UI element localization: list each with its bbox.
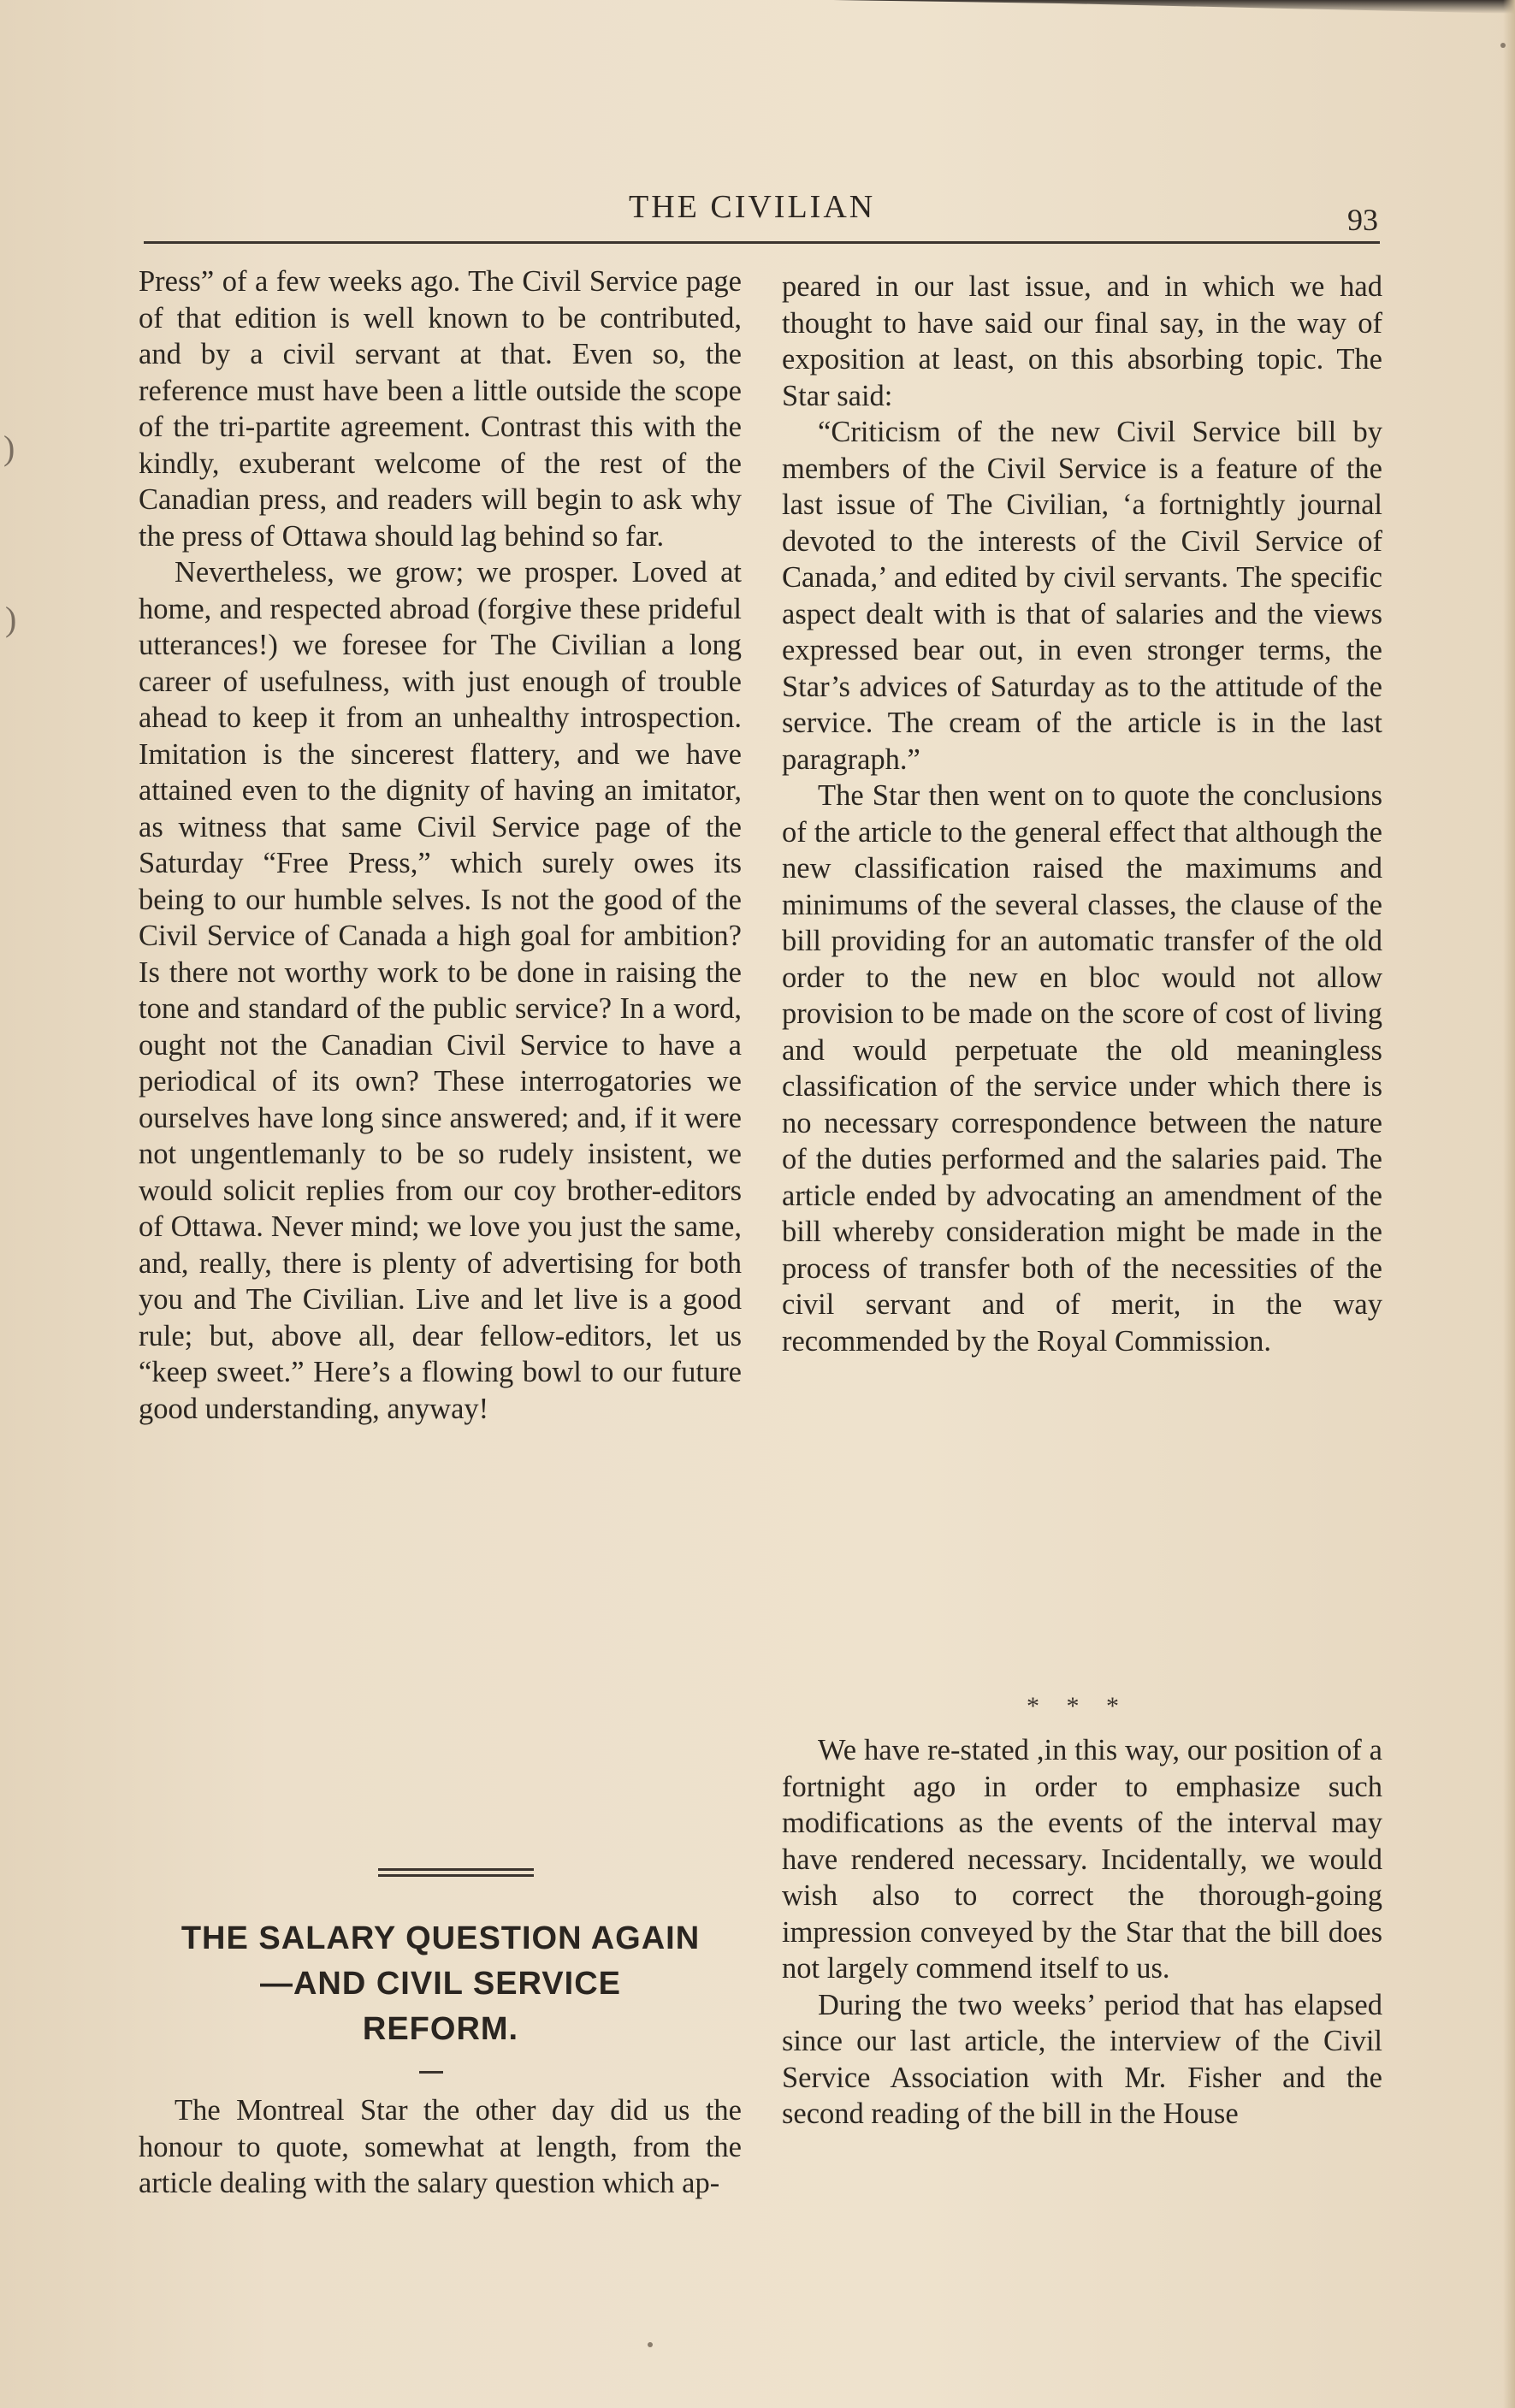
page-edge [1503, 0, 1515, 2408]
separator: * * * [1027, 1692, 1129, 1720]
margin-mark: ) [5, 600, 17, 638]
right-column [782, 269, 1382, 1359]
paragraph: Press” of a few weeks ago. The Civil Service page of that edition is well known to be contributed, and by a civil servant at that. Even so, the reference must have been a little outside the scope of the tri-partite agreement. Contrast this with the kindly, exuberant welcome of the rest of the Canadian press, and readers will begin to ask why the press of Ottawa should lag behind so far. [139, 265, 742, 553]
heading-dash [419, 2071, 443, 2074]
heading-line: REFORM. [362, 2011, 519, 2047]
section-divider [378, 1868, 534, 1877]
margin-dot [1500, 43, 1506, 48]
paragraph: Nevertheless, we grow; we prosper. Loved at home, and respected abroad (forgive these prideful utterances!) we foresee for The Civilian a long career of usefulness, with just enough of trouble ahead to keep it from an unhealthy introspection. Imitation is the sincerest flattery, and we have attained even to the dignity of having an imitator, as witness that same Civil Service page of the Saturday “Free Press,” which surely owes its being to our humble selves. Is not the good of the Civil Service of Canada a high goal for ambition? Is there not worthy work to be done in raising the tone and standard of the public service? In a word, ought not the Canadian Civil Service to have a periodical of its own? These interrogatories we ourselves have long since answered; and, if it were not ungentlemanly to be so rudely insistent, we would solicit replies from our coy brother-editors of Ottawa. Never mind; we love you just the same, and, really, there is plenty of advertising for both you and The Civilian. Live and let live is a good rule; but, above all, dear fellow-editors, let us “keep sweet.” Here’s a flowing bowl to our future good understanding, anyway! [139, 556, 742, 1425]
paragraph: The Montreal Star the other day did us the honour to quote, somewhat at length, from the article dealing with the salary question which ap- [139, 2094, 742, 2199]
paragraph: During the two weeks’ period that has elapsed since our last article, the interview of the Civil Service Association with Mr. Fisher and the second reading of the bill in the House [782, 1988, 1382, 2130]
page-number: 93 [1347, 203, 1378, 237]
header-rule [144, 241, 1380, 244]
left-column-continued [139, 2092, 742, 2202]
running-title: THE CIVILIAN [629, 189, 876, 225]
paragraph: We have re-stated ,in this way, our position of a fortnight ago in order to emphasize such modifications as the events of the interval may have rendered necessary. Incidentally, we would wish also to correct the thorough-going impression conveyed by the Star that the bill does not largely commend itself to us. [782, 1734, 1382, 1985]
paragraph: The Star then went on to quote the conclusions of the article to the general effect that although the new classification raised the maximums and minimums of the several classes, the clause of the bill providing for an automatic transfer of the old order to the new en bloc would not allow provision to be made on the score of cost of living and would perpetuate the old meaningless classification of the service under which there is no necessary correspondence between the nature of the duties performed and the salaries paid. The article ended by advocating an amendment of the bill whereby consideration might be made in the process of transfer both of the necessities of the civil servant and of merit, in the way recommended by the Royal Commission. [782, 779, 1382, 1358]
left-column [139, 263, 742, 1427]
paragraph: “Criticism of the new Civil Service bill by members of the Civil Service is a feature of the last issue of The Civilian, ‘a fortnightly journal devoted to the interests of the Civil Service of Canada,’ and edited by civil servants. The specific aspect dealt with is that of salaries and the views expressed bear out, in even stronger terms, the Star’s advices of Saturday as to the attitude of the service. The cream of the article is in the last paragraph.” [782, 416, 1382, 776]
margin-mark: ) [3, 429, 15, 467]
section-heading [128, 1916, 753, 2052]
margin-dot [648, 2342, 653, 2347]
paragraph: peared in our last issue, and in which we had thought to have said our final say, in the way of exposition at least, on this absorbing topic. The Star said: [782, 270, 1382, 412]
heading-line: —AND CIVIL SERVICE [259, 1966, 621, 2002]
right-column-continued [782, 1732, 1382, 2133]
heading-line: THE SALARY QUESTION AGAIN [180, 1920, 701, 1956]
